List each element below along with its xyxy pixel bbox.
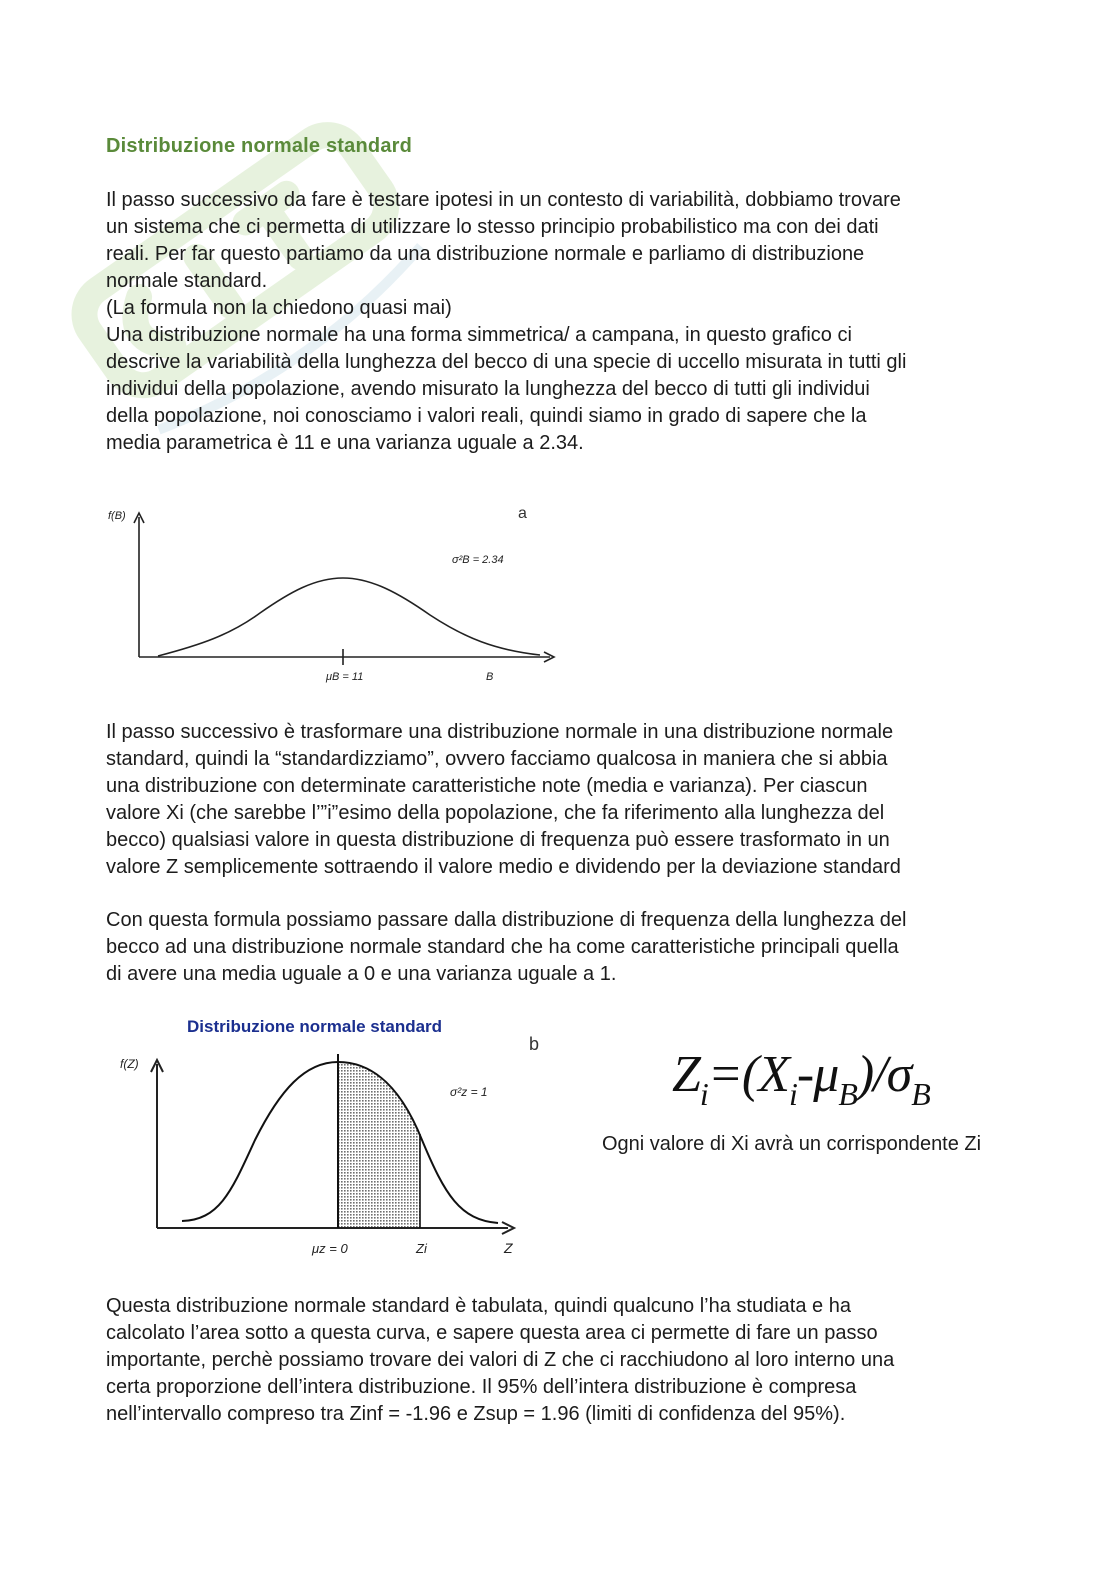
z-score-formula: $Z_i=(X_i-\mu_B)/\sigma_B$ bbox=[672, 1046, 930, 1112]
text-line: Il passo successivo da fare è testare ipotesi in un contesto di variabilità, dobbiamo trovare bbox=[106, 189, 901, 211]
y-axis-label: f(Z) bbox=[120, 1057, 139, 1071]
text-line: becco) qualsiasi valore in questa distribuzione di frequenza può essere trasformato in un bbox=[106, 829, 890, 851]
text-line: media parametrica è 11 e una varianza uguale a 2.34. bbox=[106, 432, 584, 454]
text-line: valore Z semplicemente sottraendo il valore medio e dividendo per la deviazione standard bbox=[106, 856, 901, 878]
text-line: Questa distribuzione normale standard è tabulata, quindi qualcuno l’ha studiata e ha bbox=[106, 1295, 851, 1317]
formula-mu-sub: B bbox=[838, 1076, 857, 1112]
shaded-area bbox=[338, 1062, 420, 1228]
figure-a-normal-distribution bbox=[100, 495, 570, 695]
figure-b-standard-normal bbox=[110, 1010, 560, 1270]
formula-sigma-sub: B bbox=[911, 1076, 930, 1112]
text-line: becco ad una distribuzione normale standard che ha come caratteristiche principali quella bbox=[106, 936, 899, 958]
page-title: Distribuzione normale standard bbox=[106, 135, 413, 157]
formula-x: (X bbox=[741, 1046, 789, 1103]
formula-caption: Ogni valore di Xi avrà un corrispondente Zi bbox=[602, 1133, 982, 1155]
text-line: importante, perchè possiamo trovare dei valori di Z che ci racchiudono al loro interno una bbox=[106, 1349, 895, 1371]
mean-label: μB = 11 bbox=[326, 671, 364, 683]
variance-label: σ²B = 2.34 bbox=[452, 554, 504, 566]
text-line: nell’intervallo compreso tra Zinf = -1.96 e Zsup = 1.96 (limiti di confidenza del 95%). bbox=[106, 1403, 846, 1425]
text-line: Una distribuzione normale ha una forma simmetrica/ a campana, in questo grafico ci bbox=[106, 324, 852, 346]
text-line: descrive la variabilità della lunghezza del becco di una specie di uccello misurata in tutti gli bbox=[106, 351, 907, 373]
text-line: della popolazione, noi conosciamo i valori reali, quindi siamo in grado di sapere che la bbox=[106, 405, 867, 427]
mean-label: μz = 0 bbox=[312, 1241, 348, 1256]
text-line: certa proporzione dell’intera distribuzione. Il 95% dell’intera distribuzione è compresa bbox=[106, 1376, 857, 1398]
zi-label: Zi bbox=[416, 1241, 427, 1256]
text-line: (La formula non la chiedono quasi mai) bbox=[106, 297, 452, 319]
formula-sigma: )/σ bbox=[856, 1046, 912, 1103]
formula-x-sub: i bbox=[789, 1076, 797, 1112]
y-axis-label: f(B) bbox=[108, 510, 126, 522]
density-curve bbox=[158, 578, 540, 656]
formula-mu: -μ bbox=[796, 1046, 839, 1103]
variance-label: σ²z = 1 bbox=[450, 1085, 488, 1099]
text-line: Con questa formula possiamo passare dalla distribuzione di frequenza della lunghezza del bbox=[106, 909, 907, 931]
tabulation-paragraph bbox=[106, 1293, 1006, 1428]
text-line: standard, quindi la “standardizziamo”, ovvero facciamo qualcosa in maniera che si abbia bbox=[106, 748, 888, 770]
text-line: un sistema che ci permetta di utilizzare lo stesso principio probabilistico ma con dei dati bbox=[106, 216, 879, 238]
formula-z-sub: i bbox=[699, 1076, 708, 1112]
x-axis-label: Z bbox=[504, 1240, 513, 1256]
figure-title: Distribuzione normale standard bbox=[187, 1017, 443, 1036]
text-line: reali. Per far questo partiamo da una distribuzione normale e parliamo di distribuzione bbox=[106, 243, 865, 265]
text-line: normale standard. bbox=[106, 270, 268, 292]
text-line: calcolato l’area sotto a questa curva, e sapere questa area ci permette di fare un passo bbox=[106, 1322, 878, 1344]
panel-label: a bbox=[518, 505, 527, 522]
panel-label: b bbox=[529, 1034, 540, 1054]
formula-z: Z bbox=[672, 1046, 700, 1103]
x-axis-label: B bbox=[486, 671, 494, 683]
text-line: valore Xi (che sarebbe l’”i”esimo della popolazione, che fa riferimento alla lunghezza del bbox=[106, 802, 885, 824]
intro-paragraph bbox=[106, 187, 1006, 457]
text-line: Il passo successivo è trasformare una distribuzione normale in una distribuzione normale bbox=[106, 721, 894, 743]
text-line: individui della popolazione, avendo misurato la lunghezza del becco di tutti gli individui bbox=[106, 378, 870, 400]
text-line: di avere una media uguale a 0 e una varianza uguale a 1. bbox=[106, 963, 617, 985]
text-line: una distribuzione con determinate caratteristiche note (media e varianza). Per ciascun bbox=[106, 775, 868, 797]
standardization-paragraph bbox=[106, 719, 1006, 881]
formula-paragraph bbox=[106, 907, 1006, 988]
